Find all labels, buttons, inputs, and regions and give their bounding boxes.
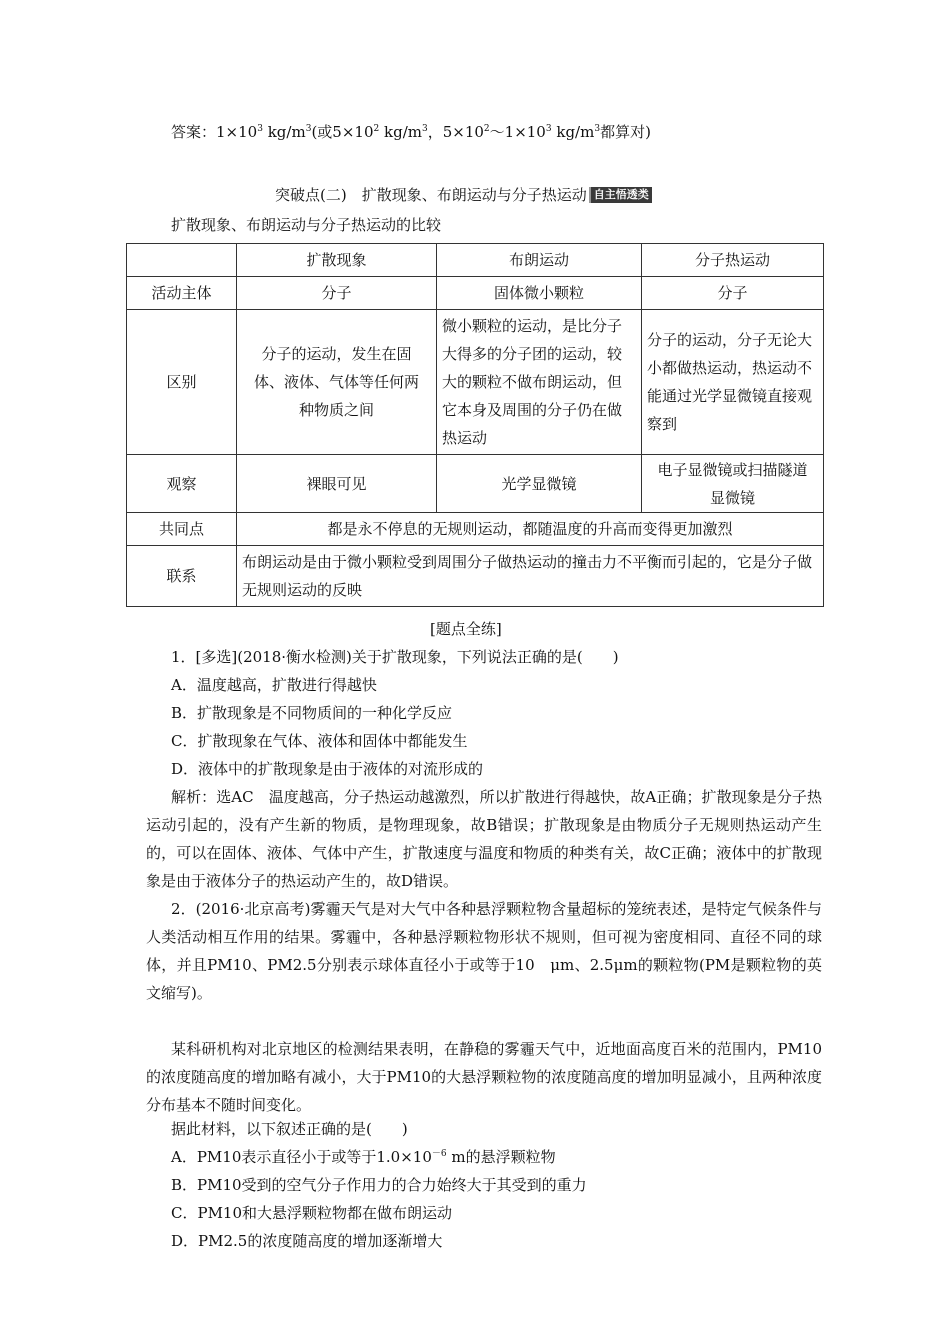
q2-stem: 2．(2016·北京高考)雾霾天气是对大气中各种悬浮颗粒物含量超标的笼统表述，是特定气候条件与人类活动相互作用的结果。雾霾中，各种悬浮颗粒物形状不规则，但可视为密度相同、直径不同的球体，并且PM10、PM2.5分别表示球体直径小于或等于10 μm、2.5μm的颗粒物(PM是颗粒物的英文缩写)。 [146,900,822,1002]
header-brownian: 布朗运动 [437,244,642,277]
table-cell: 裸眼可见 [237,455,437,513]
header-thermal: 分子热运动 [642,244,824,277]
q1-option-c: C．扩散现象在气体、液体和固体中都能发生 [171,732,468,750]
table-cell: 分子 [237,277,437,310]
table-cell: 分子的运动，发生在固体、液体、气体等任何两种物质之间 [237,310,437,455]
table-subtitle: 扩散现象、布朗运动与分子热运动的比较 [171,216,442,234]
table-cell: 分子 [642,277,824,310]
q1-option-b: B．扩散现象是不同物质间的一种化学反应 [171,704,453,722]
row-label: 观察 [127,455,237,513]
q2-option-c: C．PM10和大悬浮颗粒物都在做布朗运动 [171,1204,453,1222]
row-label: 联系 [127,546,237,607]
table-row [127,277,824,310]
header-empty [127,244,237,277]
q2-option-b: B．PM10受到的空气分子作用力的合力始终大于其受到的重力 [171,1176,587,1194]
table-cell: 微小颗粒的运动，是比分子大得多的分子团的运动，较大的颗粒不做布朗运动，但它本身及周围的分子仍在做热运动 [437,310,642,455]
q1-option-d: D．液体中的扩散现象是由于液体的对流形成的 [171,760,484,778]
header-diffusion: 扩散现象 [237,244,437,277]
comparison-table [126,243,824,607]
row-label: 共同点 [127,513,237,546]
q2-option-a: A．PM10表示直径小于或等于$1.0\times 10^{-6}$ m的悬浮颗粒物 [171,1148,556,1166]
table-header-row [127,244,824,277]
row-label: 区别 [127,310,237,455]
q1-stem: 1．[多选](2018·衡水检测)关于扩散现象，下列说法正确的是( ) [171,648,619,666]
table-cell: 布朗运动是由于微小颗粒受到周围分子做热运动的撞击力不平衡而引起的，它是分子做无规则运动的反映 [237,546,824,607]
section-heading: 突破点(二) 扩散现象、布朗运动与分子热运动 自主悟透类 [275,185,652,205]
table-cell: 光学显微镜 [437,455,642,513]
self-study-tag: 自主悟透类 [589,187,652,203]
table-row [127,310,824,455]
q1-option-a: A．温度越高，扩散进行得越快 [171,676,377,694]
table-row [127,546,824,607]
table-cell: 电子显微镜或扫描隧道显微镜 [642,455,824,513]
table-row [127,455,824,513]
table-row [127,513,824,546]
table-cell: 分子的运动，分子无论大小都做热运动，热运动不能通过光学显微镜直接观察到 [642,310,824,455]
q2-material: 某科研机构对北京地区的检测结果表明，在静稳的雾霾天气中，近地面高度百米的范围内，PM10的浓度随高度的增加略有减小，大于PM10的大悬浮颗粒物的浓度随高度的增加明显减小，且两种浓度分布基本不随时间变化。 [146,1040,822,1114]
practice-title: [题点全练] [430,620,502,638]
q2-option-d: D．PM2.5的浓度随高度的增加逐渐增大 [171,1232,443,1250]
q2-ask: 据此材料，以下叙述正确的是( ) [171,1120,408,1138]
answer-line: 答案：$1\times 10^3$ $kg/m^3$(或$5\times 10^2$ $kg/m^3$，$5\times 10^2\sim 1\times 10^3$ $kg/m^3$都算对) [171,123,651,141]
table-cell: 固体微小颗粒 [437,277,642,310]
table-cell: 都是永不停息的无规则运动，都随温度的升高而变得更加激烈 [237,513,824,546]
row-label: 活动主体 [127,277,237,310]
q1-analysis: 解析：选AC 温度越高，分子热运动越激烈，所以扩散进行得越快，故A正确；扩散现象是分子热运动引起的，没有产生新的物质，是物理现象，故B错误；扩散现象是由物质分子无规则热运动产生的，可以在固体、液体、气体中产生，扩散速度与温度和物质的种类有关，故C正确；液体中的扩散现象是由于液体分子的热运动产生的，故D错误。 [146,788,822,890]
